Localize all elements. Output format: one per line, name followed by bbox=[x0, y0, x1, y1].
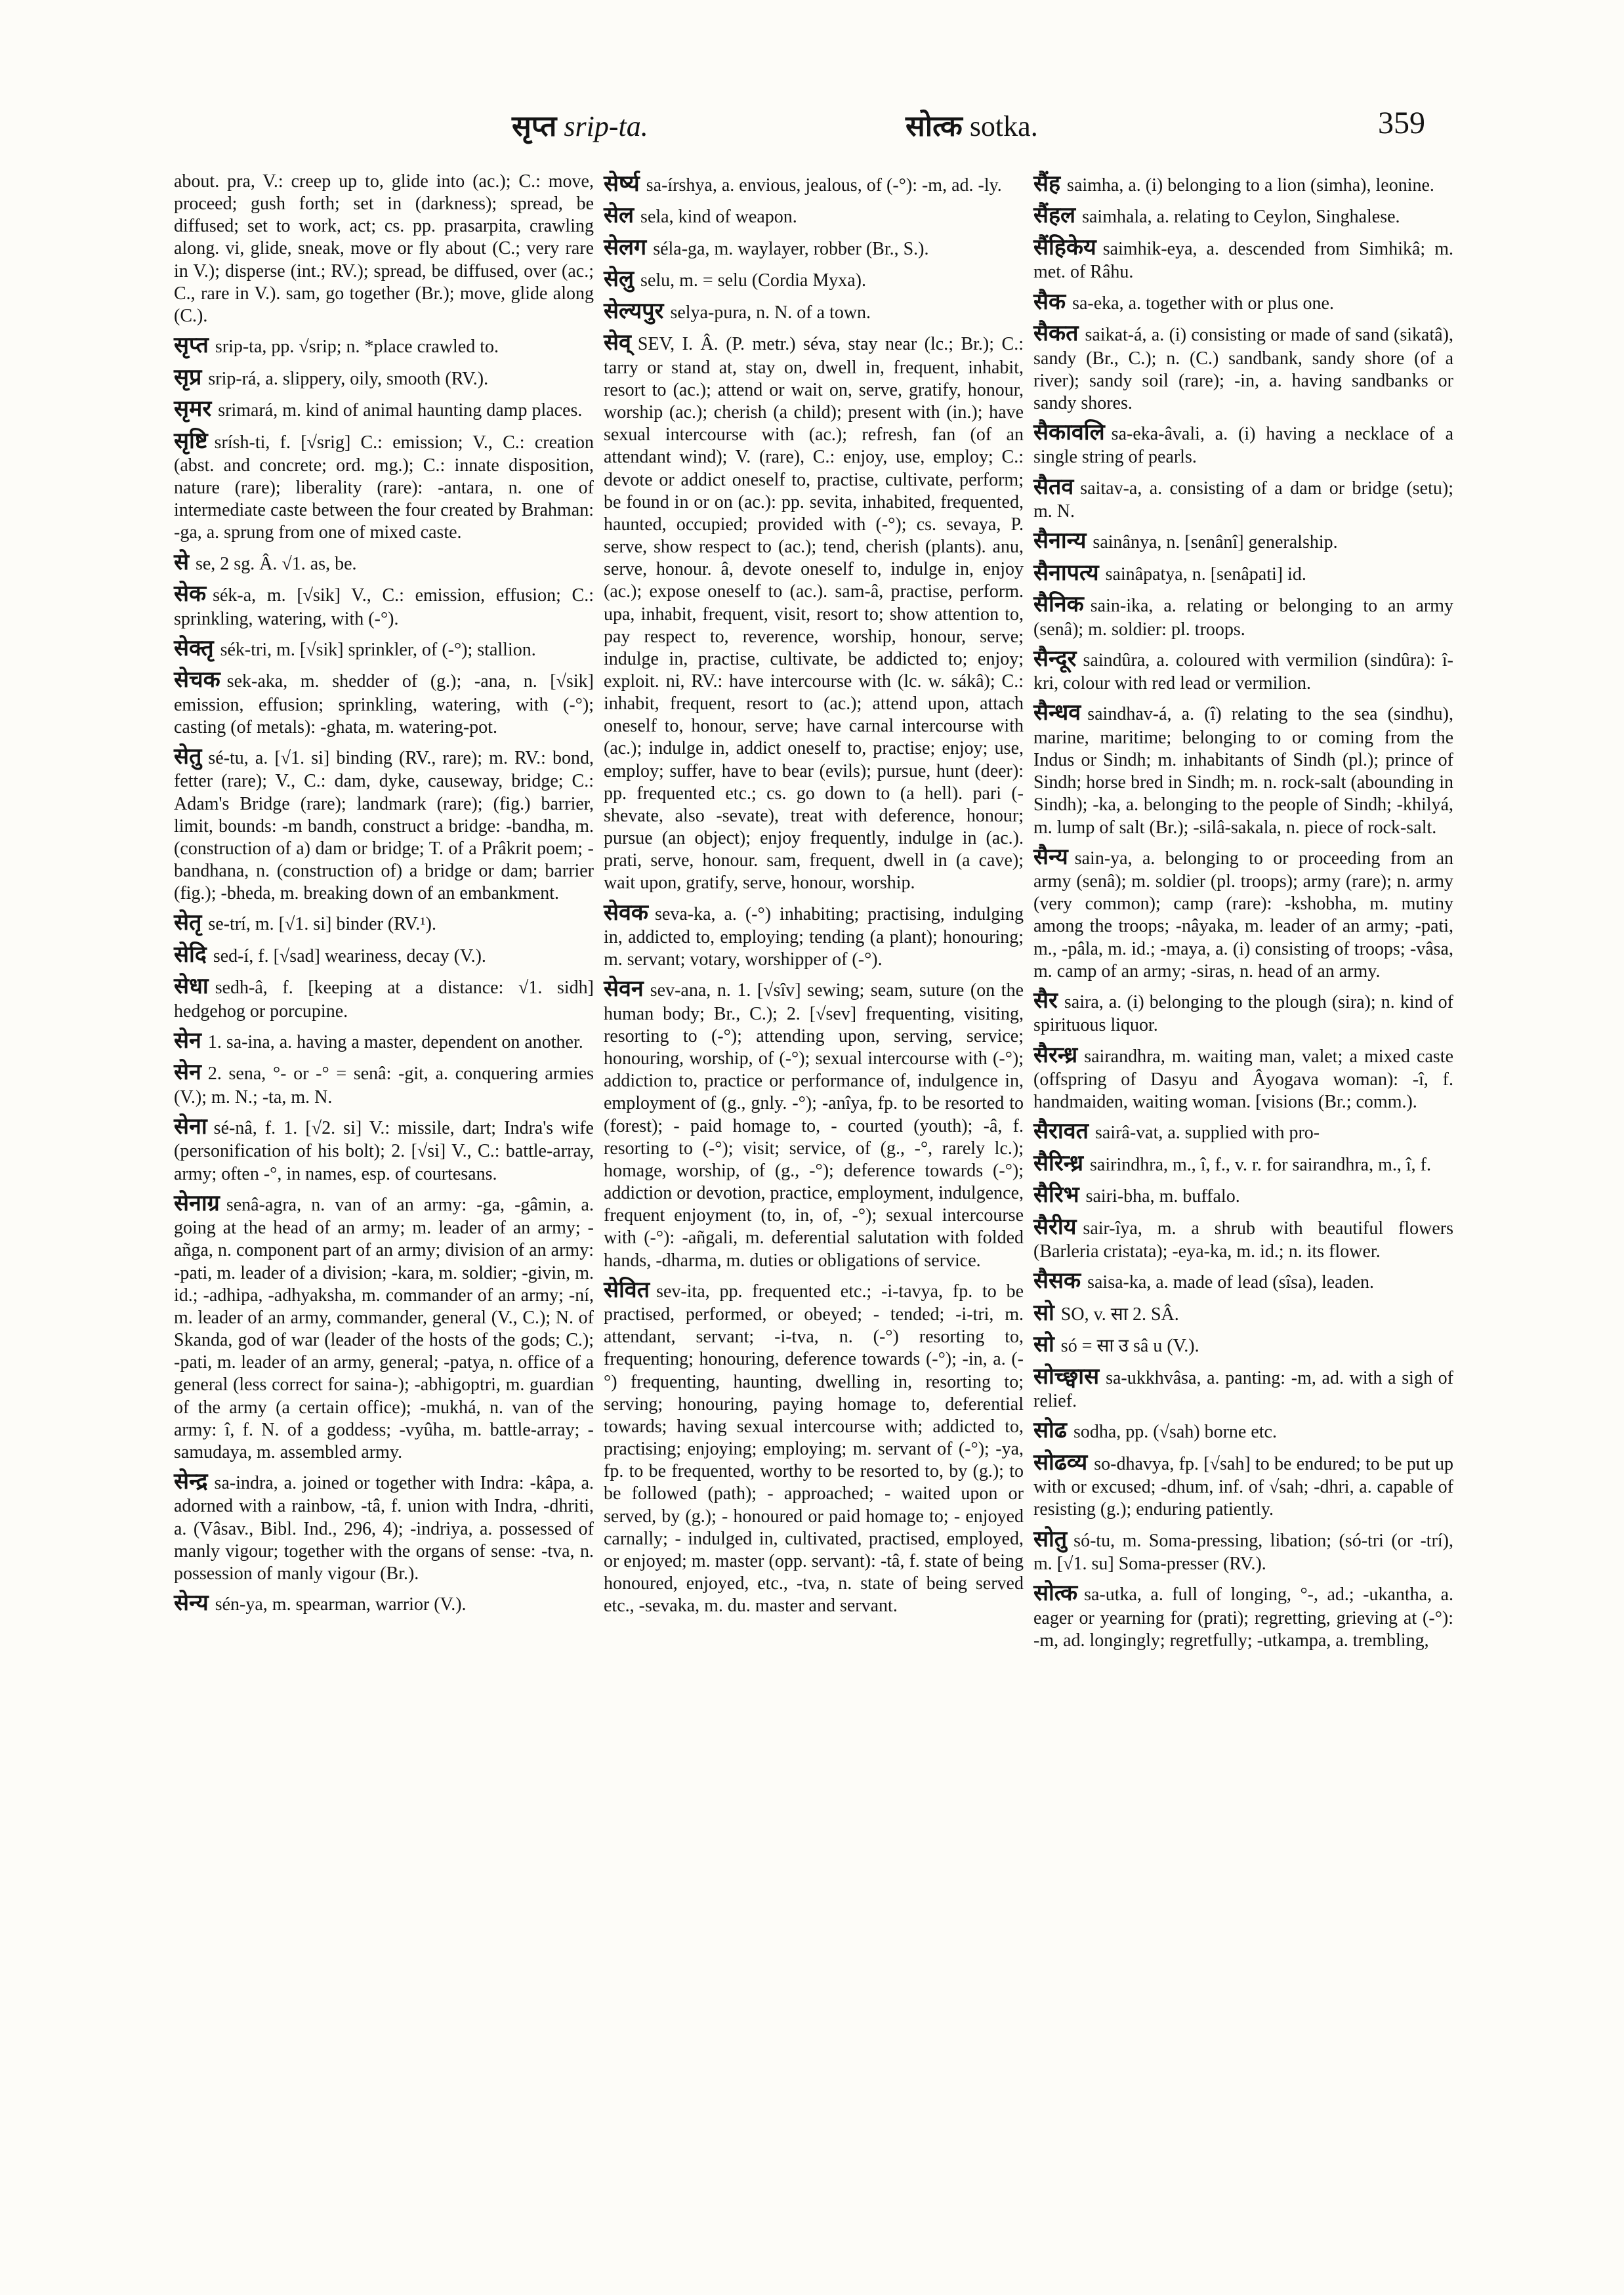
dictionary-entry bbox=[604, 234, 1024, 261]
entry-headword: सैसक bbox=[1033, 1268, 1081, 1294]
entry-headword: सैंहिकेय bbox=[1033, 234, 1096, 260]
dictionary-entry bbox=[1033, 1417, 1453, 1444]
entry-text: saimha, a. (i) belonging to a lion (simha), leonine. bbox=[1067, 175, 1434, 196]
entry-headword: सेन bbox=[174, 1027, 201, 1054]
dictionary-entry bbox=[174, 1190, 594, 1464]
entry-headword: सेक bbox=[174, 581, 207, 608]
dictionary-entry bbox=[1033, 591, 1453, 641]
entry-text: sairâ-vat, a. supplied with pro- bbox=[1094, 1123, 1320, 1144]
entry-text: saitav-a, a. consisting of a dam or bridge (setu); m. N. bbox=[1033, 478, 1453, 522]
running-head-right-dev: सोत्क bbox=[906, 110, 963, 143]
dictionary-entry bbox=[1033, 699, 1453, 838]
dictionary-entry bbox=[1033, 1300, 1453, 1327]
column-1 bbox=[174, 171, 594, 1622]
dictionary-entry bbox=[174, 1027, 594, 1054]
dictionary-entry bbox=[174, 1113, 594, 1186]
entry-text: saikat-á, a. (i) consisting or made of sand (sikatâ), sandy (Br., C.); n. (C.) sandbank, sandy shore (of a river); sandy soil (rare); -in, a. having sandbanks or sandy shores. bbox=[1033, 325, 1453, 413]
entry-text: sa-utka, a. full of longing, °-, ad.; -ukantha, a. eager or yearning for (prati); regretting, grieving at (-°): -m, ad. longingly; regretfully; -utkampa, a. trembling, bbox=[1033, 1584, 1453, 1651]
entry-text: sa-írshya, a. envious, jealous, of (-°): -m, ad. -ly. bbox=[646, 175, 1002, 196]
entry-text: sék-tri, m. [√sik] sprinkler, of (-°); stallion. bbox=[220, 639, 536, 660]
entry-headword: सैन्दूर bbox=[1033, 645, 1077, 672]
dictionary-entry bbox=[174, 1590, 594, 1617]
dictionary-entry bbox=[1033, 289, 1453, 316]
entry-text: srísh-ti, f. [√srig] C.: emission; V., C.: creation (abst. and concrete; ord. mg.); C.: innate disposition, nature (rare); liberality (rare): -antara, n. one of intermediate caste between the four created by Brahman: -ga, a. sprung from one of mixed caste. bbox=[174, 432, 594, 543]
entry-text: saindûra, a. coloured with vermilion (sindûra): î-kri, colour with red lead or vermilion. bbox=[1033, 650, 1453, 694]
dictionary-entry bbox=[1033, 646, 1453, 695]
dictionary-entry bbox=[604, 298, 1024, 325]
dictionary-entry bbox=[174, 332, 594, 359]
entry-text: saira, a. (i) belonging to the plough (sira); n. kind of spirituous liquor. bbox=[1033, 991, 1453, 1036]
page-number: 359 bbox=[1378, 106, 1425, 140]
entry-text: 2. sena, °- or -° = senâ: -git, a. conquering armies (V.); m. N.; -ta, m. N. bbox=[174, 1064, 594, 1107]
dictionary-entry bbox=[1033, 987, 1453, 1037]
entry-text: sair-îya, m. a shrub with beautiful flowers (Barleria cristata); -eya-ka, m. id.; n. its flower. bbox=[1033, 1218, 1453, 1262]
dictionary-entry bbox=[604, 171, 1024, 197]
dictionary-entry bbox=[604, 329, 1024, 894]
entry-headword: सो bbox=[1033, 1331, 1054, 1358]
dictionary-entry bbox=[604, 266, 1024, 293]
dictionary-entry bbox=[1033, 844, 1453, 983]
dictionary-entry bbox=[604, 899, 1024, 972]
entry-text: so-dhavya, fp. [√sah] to be endured; to be put up with or excused; -dhum, inf. of √sah; -dhri, a. capable of resisting (g.); enduring patiently. bbox=[1033, 1453, 1453, 1520]
entry-headword: सैक bbox=[1033, 288, 1066, 315]
entry-headword: सेलु bbox=[604, 266, 635, 293]
entry-headword: सैनापत्य bbox=[1033, 559, 1099, 586]
entry-headword: सेर्ष्य bbox=[604, 171, 640, 197]
entry-text: séla-ga, m. waylayer, robber (Br., S.). bbox=[653, 238, 929, 259]
dictionary-entry bbox=[1033, 202, 1453, 229]
entry-text: sed-í, f. [√sad] weariness, decay (V.). bbox=[213, 945, 486, 966]
entry-headword: सेतु bbox=[174, 743, 202, 770]
dictionary-entry bbox=[174, 171, 594, 327]
entry-headword: सोढ bbox=[1033, 1417, 1067, 1444]
entry-headword: सैतव bbox=[1033, 473, 1074, 500]
entry-headword: सैन्धव bbox=[1033, 699, 1081, 726]
entry-text: saimhala, a. relating to Ceylon, Singhalese. bbox=[1082, 207, 1400, 228]
entry-text: só = सा उ sâ u (V.). bbox=[1060, 1336, 1199, 1357]
entry-headword: सेन bbox=[174, 1059, 201, 1086]
dictionary-entry bbox=[174, 549, 594, 576]
entry-headword: सृप्त bbox=[174, 332, 209, 359]
entry-text: sek-aka, m. shedder of (g.); -ana, n. [√sik] emission, effusion; sprinkling, watering, with (-°); casting (of metals): -ghata, m. watering-pot. bbox=[174, 671, 594, 737]
dictionary-entry bbox=[1033, 1214, 1453, 1264]
entry-headword: सोत्क bbox=[1033, 1580, 1078, 1607]
entry-text: sainânya, n. [senânî] generalship. bbox=[1093, 532, 1338, 553]
entry-text: saindhav-á, a. (î) relating to the sea (sindhu), marine, maritime; belonging to or coming from the Indus or Sindh; m. inhabitants of Sindh (pl.); prince of Sindh; horse bred in Sindh; m. n. rock-salt (abounding in Sindh); -ka, a. belonging to the people of Sindh; -khilyá, m. lump of salt (Br.); -silâ-sakala, n. piece of rock-salt. bbox=[1033, 704, 1453, 838]
entry-text: saisa-ka, a. made of lead (sîsa), leaden. bbox=[1087, 1272, 1375, 1293]
entry-headword: सैनिक bbox=[1033, 591, 1084, 618]
dictionary-entry bbox=[1033, 1118, 1453, 1145]
running-head-left-dev: सृप्त bbox=[512, 110, 557, 143]
entry-headword: सेवक bbox=[604, 899, 648, 926]
entry-headword: सेल bbox=[604, 202, 635, 229]
dictionary-entry bbox=[174, 1059, 594, 1109]
entry-text: sairindhra, m., î, f., v. r. for sairandhra, m., î, f. bbox=[1090, 1154, 1431, 1175]
entry-headword: सैन्य bbox=[1033, 843, 1068, 870]
entry-text: sain-ika, a. relating or belonging to an army (senâ); m. soldier: pl. troops. bbox=[1033, 596, 1453, 640]
entry-headword: सैनान्य bbox=[1033, 527, 1087, 554]
entry-headword: सैंह bbox=[1033, 171, 1061, 197]
entry-text: seva-ka, a. (-°) inhabiting; practising, indulging in, addicted to, employing; tending (a plant); honouring; m. servant; votary, worshipper of (-°). bbox=[604, 903, 1024, 970]
dictionary-entry bbox=[174, 973, 594, 1023]
entry-text: srip-ta, pp. √srip; n. *place crawled to. bbox=[215, 337, 499, 358]
entry-text: selya-pura, n. N. of a town. bbox=[670, 302, 871, 323]
entry-headword: सैर bbox=[1033, 987, 1058, 1014]
dictionary-entry bbox=[174, 364, 594, 391]
entry-text: sainâpatya, n. [senâpati] id. bbox=[1105, 564, 1306, 585]
entry-text: sé-nâ, f. 1. [√2. si] V.: missile, dart; Indra's wife (personification of his bolt); 2. [√si] V., C.: battle-array, army; often -°, in names, esp. of courtesans. bbox=[174, 1118, 594, 1184]
dictionary-entry bbox=[1033, 560, 1453, 587]
entry-headword: सोच्छ्वास bbox=[1033, 1363, 1100, 1390]
entry-text: srimará, m. kind of animal haunting damp places. bbox=[218, 400, 583, 421]
entry-text: sairandhra, m. waiting man, valet; a mixed caste (offspring of Dasyu and Âyogava woman): -î, f. handmaiden, waiting woman. [visions (Br.; comm.). bbox=[1033, 1046, 1453, 1113]
entry-headword: से bbox=[174, 548, 189, 575]
entry-text: sa-eka-âvali, a. (i) having a necklace of a single string of pearls. bbox=[1033, 423, 1453, 468]
running-head-right bbox=[906, 105, 1038, 144]
running-head-left-latin: srip-ta. bbox=[564, 110, 648, 142]
entry-headword: सैरिभ bbox=[1033, 1182, 1079, 1209]
entry-text: só-tu, m. Soma-pressing, libation; (só-tri (or -trí), m. [√1. su] Soma-presser (RV.). bbox=[1033, 1530, 1453, 1575]
entry-text: 1. sa-ina, a. having a master, dependent on another. bbox=[207, 1031, 583, 1052]
entry-headword: सैकावलि bbox=[1033, 419, 1105, 445]
entry-headword: सैरन्ध्र bbox=[1033, 1041, 1078, 1068]
entry-text: srip-rá, a. slippery, oily, smooth (RV.). bbox=[208, 368, 489, 389]
dictionary-entry bbox=[1033, 1449, 1453, 1521]
dictionary-entry bbox=[1033, 234, 1453, 284]
dictionary-entry bbox=[174, 743, 594, 905]
entry-headword: सेवित bbox=[604, 1276, 650, 1303]
dictionary-entry bbox=[174, 909, 594, 936]
entry-headword: सेन्य bbox=[174, 1590, 209, 1617]
dictionary-entry bbox=[1033, 1182, 1453, 1209]
entry-headword: सेतृ bbox=[174, 909, 202, 936]
dictionary-entry bbox=[1033, 1331, 1453, 1358]
entry-headword: सो bbox=[1033, 1299, 1054, 1326]
entry-text: sodha, pp. (√sah) borne etc. bbox=[1073, 1422, 1277, 1443]
entry-text: about. pra, V.: creep up to, glide into (ac.); C.: move, proceed; gush forth; set in (darkness); spread, be diffused; set to work, act; cs. pp. prasarpita, crawling along. vi, glide, sneak, move or fly about (C.; very rare in V.); disperse (int.; RV.); spread, be diffused, over (ac.; C., rare in V.). sam, go together (Br.); move, glide along (C.). bbox=[174, 171, 594, 326]
entry-text: sék-a, m. [√sik] V., C.: emission, effusion; C.: sprinkling, watering, with (-°). bbox=[174, 585, 594, 629]
entry-headword: सैरिन्ध्र bbox=[1033, 1149, 1084, 1176]
dictionary-entry bbox=[1033, 474, 1453, 524]
entry-headword: सृमर bbox=[174, 396, 212, 423]
entry-headword: सेदि bbox=[174, 941, 207, 968]
entry-text: SO, v. सा 2. SÂ. bbox=[1060, 1304, 1179, 1325]
running-head-right-latin: sotka. bbox=[969, 110, 1038, 142]
dictionary-entry bbox=[604, 202, 1024, 229]
entry-text: SEV, I. Â. (P. metr.) séva, stay near (lc.; Br.); C.: tarry or stand at, stay on, dwell in, frequent, inhabit, resort to (ac.); attend or wait on, serve, gratify, honour, worship (ac.); cherish (a child); present with (in.); have sexual intercourse with (ac.); refresh, fan (of an attendant wind); V. (rare), C.: enjoy, use, employ; C.: devote or addict oneself to, practise, cultivate, perform; be found in or on (ac.): pp. sevita, inhabited, frequented, haunted, occupied; provided with (-°); cs. sevaya, P. serve, show respect to (ac.); tend, cherish (plants). anu, serve, honour. â, devote oneself to, indulge in, enjoy (ac.); expose oneself to (ac.). sam-â, practise, perform. upa, inhabit, frequent, visit, resort to; show attention to, pay respect to, reverence, worship, honour, serve; indulge in, practise, cultivate, be addicted to; enjoy; exploit. ni, RV.: have intercourse with (lc. w. sákâ); C.: inhabit, frequent, resort to (ac.); attend upon, attach oneself to, honour, serve; have carnal intercourse with (ac.); indulge in, addict oneself to, practise; enjoy; use, employ; suffer, have to bear (evils); pursue, hunt (deer): pp. frequented etc.; cs. go down to (a hell). pari (-shevate, also -sevate), treat with deference, honour; pursue (an object); enjoy frequently, indulge in (ac.). prati, serve, honour. sam, frequent, dwell in (a cave); wait upon, gratify, serve, honour, worship. bbox=[604, 334, 1024, 894]
entry-headword: सृष्टि bbox=[174, 427, 208, 454]
entry-text: saimhik-eya, a. descended from Simhikâ; m. met. of Râhu. bbox=[1033, 238, 1453, 283]
entry-headword: सेचक bbox=[174, 667, 220, 693]
dictionary-entry bbox=[174, 635, 594, 662]
dictionary-entry bbox=[1033, 1363, 1453, 1413]
dictionary-entry bbox=[174, 428, 594, 545]
dictionary-entry bbox=[1033, 1042, 1453, 1114]
entry-text: sairi-bha, m. buffalo. bbox=[1085, 1186, 1240, 1207]
dictionary-entry bbox=[1033, 527, 1453, 554]
dictionary-entry bbox=[174, 396, 594, 423]
dictionary-entry bbox=[1033, 1268, 1453, 1294]
entry-headword: सेक्तृ bbox=[174, 634, 214, 661]
entry-headword: सेधा bbox=[174, 973, 209, 1000]
entry-text: sela, kind of weapon. bbox=[640, 207, 797, 228]
dictionary-entry bbox=[604, 1277, 1024, 1618]
entry-text: se, 2 sg. Â. √1. as, be. bbox=[195, 553, 357, 574]
entry-headword: सैंहल bbox=[1033, 202, 1076, 229]
dictionary-entry bbox=[1033, 1580, 1453, 1652]
entry-headword: सृप्र bbox=[174, 363, 202, 390]
entry-text: sedh-â, f. [keeping at a distance: √1. sidh] hedgehog or porcupine. bbox=[174, 978, 594, 1022]
dictionary-entry bbox=[1033, 1526, 1453, 1576]
dictionary-entry bbox=[1033, 1150, 1453, 1177]
column-2 bbox=[604, 171, 1024, 1622]
entry-headword: सैरावत bbox=[1033, 1118, 1089, 1145]
entry-headword: सेवन bbox=[604, 976, 644, 1003]
entry-headword: सैकत bbox=[1033, 320, 1079, 347]
entry-headword: सेलग bbox=[604, 234, 647, 260]
entry-text: sa-ukkhvâsa, a. panting: -m, ad. with a sigh of relief. bbox=[1033, 1367, 1453, 1412]
entry-headword: सेन्द्र bbox=[174, 1468, 208, 1495]
entry-text: sev-ana, n. 1. [√sîv] sewing; seam, suture (on the human body; Br., C.); 2. [√sev] frequenting, visiting, resorting to (-°); attending upon, serving, service; honouring, worship, of (-°); sexual intercourse with (-°); addiction to, practice or performance of, indulgence in, employment of (g., gnly. -°); -anîya, fp. to be resorted to (forest); - paid homage to, - courted (youth); -â, f. resorting to (-°); visit; service, of (g., -°, rarely lc.); homage, worship, of (g., -°); deference towards (-°); addiction or devotion, practice, employment, indulgence, frequent enjoyment (to, in, of, -°); sexual intercourse with (-°): -añgali, m. deferential salutation with folded hands, -dharma, m. duties or obligations of service. bbox=[604, 980, 1024, 1271]
entry-headword: सेल्यपुर bbox=[604, 297, 664, 324]
dictionary-entry bbox=[174, 941, 594, 968]
entry-headword: सैरीय bbox=[1033, 1213, 1077, 1240]
entry-headword: सेव् bbox=[604, 329, 631, 356]
entry-headword: सेना bbox=[174, 1113, 207, 1140]
entry-text: sain-ya, a. belonging to or proceeding from an army (senâ); m. soldier (pl. troops); army (rare); n. army (very common); camp (rare): -kshobha, m. mutiny among the troops; -nâyaka, m. leader of an army; -pati, m., -pâla, m. id.; -maya, a. (i) consisting of troops; -vâsa, m. camp of an army; -siras, n. head of an army. bbox=[1033, 848, 1453, 982]
dictionary-entry bbox=[174, 1468, 594, 1585]
dictionary-entry bbox=[604, 976, 1024, 1272]
entry-text: sa-eka, a. together with or plus one. bbox=[1072, 293, 1334, 314]
entry-headword: सेनाग्र bbox=[174, 1189, 220, 1216]
dictionary-entry bbox=[1033, 320, 1453, 415]
running-head-left bbox=[512, 105, 648, 144]
entry-text: se-trí, m. [√1. si] binder (RV.¹). bbox=[208, 914, 436, 935]
dictionary-entry bbox=[174, 581, 594, 631]
column-3 bbox=[1033, 171, 1453, 1657]
entry-text: sev-ita, pp. frequented etc.; -i-tavya, fp. to be practised, performed, or obeyed; - tended; -i-tri, m. attendant, servant; -i-tva, n. (-°) resorting to, frequenting; honouring, deference towards (-°); -in, a. (-°) frequenting, haunting, dwelling in, resorting to; serving; honouring, paying homage to, deferential towards; having sexual intercourse with; addicted to, practising; enjoying; employing; m. servant of (-°); -ya, fp. to be frequented, worthy to be resorted to, by (g.); to be followed (path); - approached; - waited upon or served, by (g.); - honoured or paid homage to; - enjoyed carnally; - indulged in, cultivated, practised, employed, or enjoyed; m. master (opp. servant): -tâ, f. state of being honoured, enjoyed, etc., -tva, n. state of being served etc., -sevaka, m. du. master and servant. bbox=[604, 1281, 1024, 1617]
dictionary-entry bbox=[1033, 171, 1453, 197]
entry-headword: सोतु bbox=[1033, 1525, 1068, 1552]
entry-text: senâ-agra, n. van of an army: -ga, -gâmin, a. going at the head of an army; m. leader of an army; -añga, n. component part of an army; division of an army: -pati, m. leader of a division; -kara, m. soldier; -givin, m. id.; -adhipa, -adhyaksha, m. commander of an army; -ní, m. leader of an army, commander, general (V., C.); N. of Skanda, god of war (leader of the hosts of the gods; C.); -pati, m. leader of an army, general; -patya, n. office of a general (less correct for saina-); -abhigoptri, m. guardian of the army (a certain office); -mukhá, n. van of the army: î, f. N. of a goddess; -vyûha, m. battle-array; -samudaya, m. assembled army. bbox=[174, 1194, 594, 1462]
dictionary-entry bbox=[174, 667, 594, 739]
entry-text: selu, m. = selu (Cordia Myxa). bbox=[640, 270, 867, 291]
entry-text: sé-tu, a. [√1. si] binding (RV., rare); m. RV.: bond, fetter (rare); V., C.: dam, dyke, causeway, bridge; C.: Adam's Bridge (rare); landmark (rare); (fig.) barrier, limit, bounds: -m bandh, construct a bridge: -bandha, m. (construction of a) dam or bridge; T. of a Prâkrit poem; -bandhana, n. (construction of) a bridge or dam; barrier (fig.); -bheda, m. breaking down of an embankment. bbox=[174, 747, 594, 904]
entry-text: sa-indra, a. joined or together with Indra: -kâpa, a. adorned with a rainbow, -tâ, f. union with Indra, -dhriti, a. (Vâsav., Bibl. Ind., 296, 4); -indriya, a. possessed of manly vigour; together with the organs of sense: -tva, n. possession of manly vigour (Br.). bbox=[174, 1472, 594, 1584]
entry-text: sén-ya, m. spearman, warrior (V.). bbox=[215, 1594, 467, 1615]
entry-headword: सोढव्य bbox=[1033, 1449, 1088, 1476]
dictionary-entry bbox=[1033, 419, 1453, 469]
